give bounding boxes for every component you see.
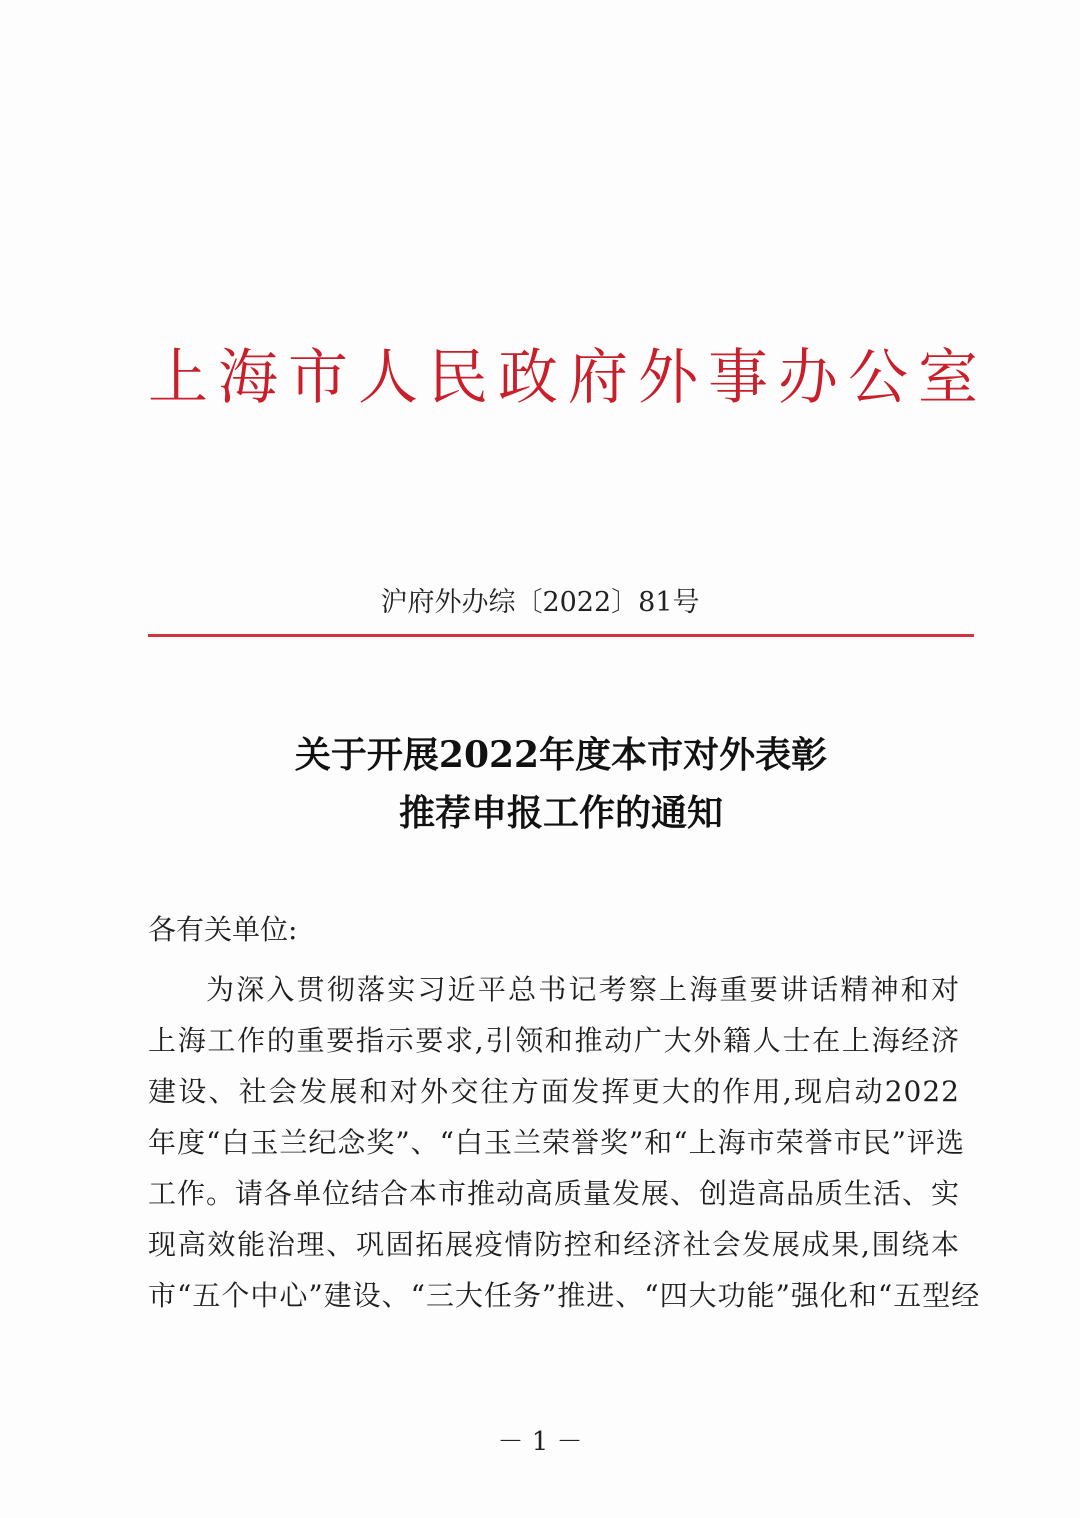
page-number: － 1 － (497, 1427, 583, 1457)
body-line: 市“五个中心”建设、“三大任务”推进、“四大功能”强化和“五型经 (148, 1279, 981, 1312)
red-divider (148, 634, 974, 637)
body-line: 上海工作的重要指示要求,引领和推动广大外籍人士在上海经济 (148, 1024, 960, 1057)
body-line: 工作。请各单位结合本市推动高质量发展、创造高品质生活、实 (148, 1177, 961, 1210)
title-line: 推荐申报工作的通知 (398, 792, 723, 834)
salutation: 各有关单位: (148, 913, 298, 946)
body-line: 为深入贯彻落实习近平总书记考察上海重要讲话精神和对 (206, 973, 960, 1006)
title-line: 关于开展2022年度本市对外表彰 (294, 734, 828, 776)
body-paragraph (148, 964, 981, 1321)
issuer-heading: 上海市人民政府外事办公室 (148, 343, 988, 413)
document-number: 沪府外办综〔2022〕81号 (380, 587, 700, 618)
body-line: 现高效能治理、巩固拓展疫情防控和经济社会发展成果,围绕本 (148, 1228, 960, 1261)
document-title (148, 726, 974, 842)
body-line: 建设、社会发展和对外交往方面发挥更大的作用,现启动2022 (148, 1075, 960, 1108)
body-line: 年度“白玉兰纪念奖”、“白玉兰荣誉奖”和“上海市荣誉市民”评选 (148, 1126, 965, 1159)
